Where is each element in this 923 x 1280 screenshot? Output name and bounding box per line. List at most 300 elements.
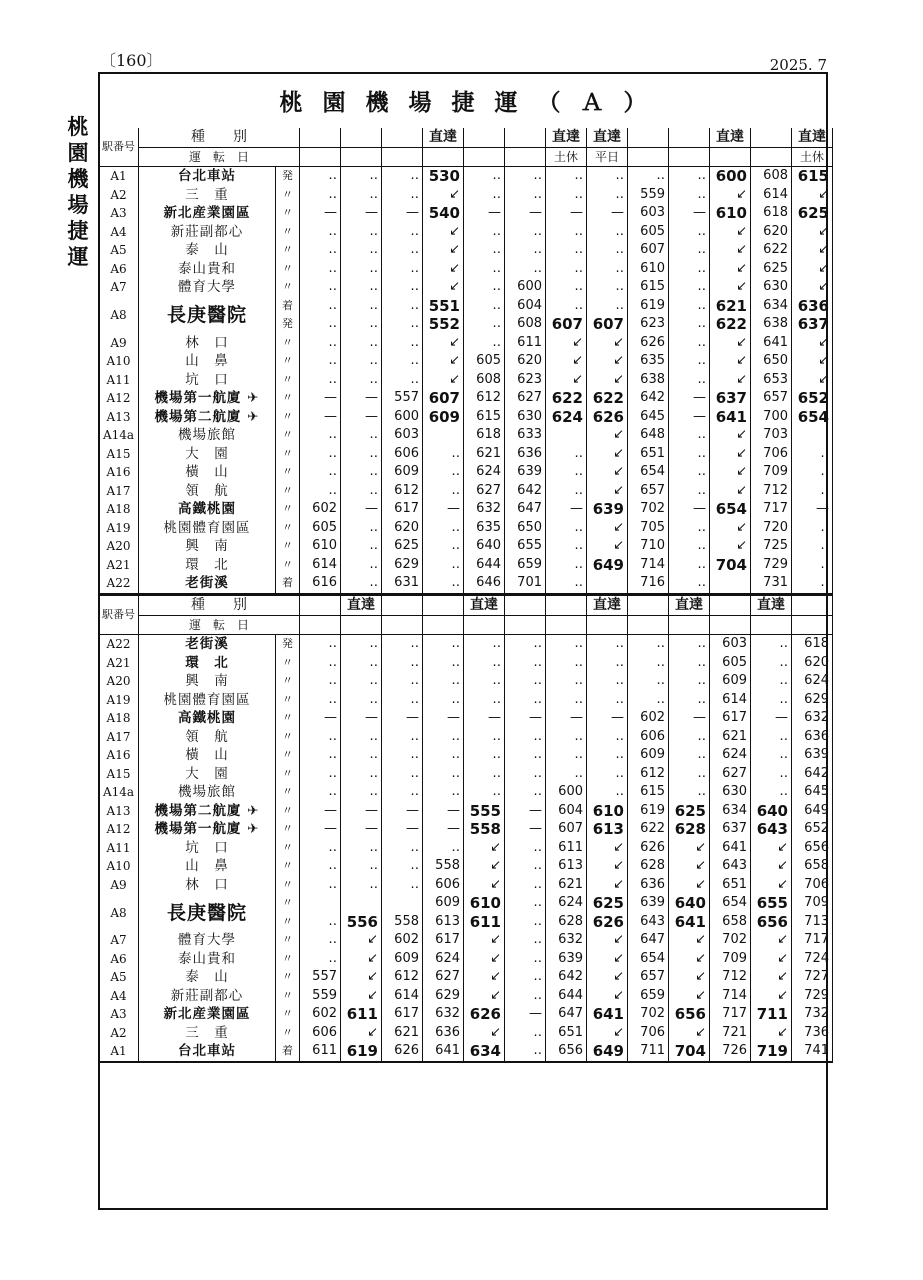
time-cell	[341, 894, 382, 913]
time-cell: 623	[628, 315, 669, 334]
time-cell: ‥	[587, 186, 628, 205]
time-cell: 614	[710, 691, 751, 710]
time-cell: 628	[628, 857, 669, 876]
table-row	[99, 223, 833, 242]
station-number: A11	[99, 839, 139, 858]
time-cell: —	[505, 1005, 546, 1024]
arr-dep-mark: 〃	[276, 204, 300, 223]
time-cell: ‥	[669, 691, 710, 710]
time-cell: ‥	[792, 482, 833, 501]
time-cell: 637	[792, 315, 833, 334]
service-day: 土休	[792, 147, 833, 167]
time-cell	[587, 574, 628, 594]
station-name: 環 北	[139, 556, 276, 575]
table-row	[99, 482, 833, 501]
title-char: Ａ	[580, 90, 604, 116]
time-cell: ‥	[792, 445, 833, 464]
station-name: 新莊副都心	[139, 987, 276, 1006]
time-cell: ‥	[382, 765, 423, 784]
time-cell: —	[341, 389, 382, 408]
service-day	[751, 615, 792, 635]
time-cell: ‥	[546, 186, 587, 205]
time-cell: 731	[751, 574, 792, 594]
time-cell: ‥	[423, 765, 464, 784]
time-cell: ‥	[382, 223, 423, 242]
time-cell: 640	[669, 894, 710, 913]
train-type: 直達	[587, 128, 628, 147]
station-number: A22	[99, 574, 139, 594]
station-name: 台北車站	[139, 1042, 276, 1062]
time-cell: ‥	[669, 241, 710, 260]
arr-dep-mark: 〃	[276, 1024, 300, 1043]
time-cell: 704	[669, 1042, 710, 1062]
time-cell: 636	[505, 445, 546, 464]
time-cell: 625	[751, 260, 792, 279]
table-row	[99, 1042, 833, 1062]
time-cell: ‥	[546, 241, 587, 260]
time-cell: 642	[792, 765, 833, 784]
time-cell: ‥	[587, 672, 628, 691]
time-cell: ‥	[628, 167, 669, 186]
time-cell: ‥	[546, 728, 587, 747]
time-cell: ‥	[341, 334, 382, 353]
time-cell: ↙	[587, 1024, 628, 1043]
time-cell: —	[423, 820, 464, 839]
time-cell: ↙	[710, 334, 751, 353]
time-cell: ‥	[546, 223, 587, 242]
page-title	[98, 84, 828, 117]
time-cell: —	[423, 500, 464, 519]
time-cell: 608	[505, 315, 546, 334]
time-cell: 600	[382, 408, 423, 427]
time-cell: ‥	[546, 654, 587, 673]
time-cell: 726	[710, 1042, 751, 1062]
station-name: 機場第二航廈 ✈	[139, 802, 276, 821]
time-cell: 659	[505, 556, 546, 575]
time-cell: ‥	[300, 186, 341, 205]
time-cell: 714	[710, 987, 751, 1006]
table-row	[99, 765, 833, 784]
table-row	[99, 635, 833, 654]
arr-dep-mark: 〃	[276, 672, 300, 691]
time-cell: 613	[546, 857, 587, 876]
time-cell: ‥	[669, 537, 710, 556]
time-cell: 627	[464, 482, 505, 501]
time-cell: ↙	[423, 223, 464, 242]
arr-dep-mark: 〃	[276, 1005, 300, 1024]
time-cell: ‥	[300, 931, 341, 950]
time-cell: 608	[464, 371, 505, 390]
time-cell: ‥	[505, 987, 546, 1006]
time-cell: 648	[628, 426, 669, 445]
time-cell: ‥	[792, 519, 833, 538]
time-cell: ‥	[669, 783, 710, 802]
time-cell: 632	[546, 931, 587, 950]
time-cell: ↙	[341, 1024, 382, 1043]
time-cell: 551	[423, 297, 464, 316]
time-cell: ‥	[546, 260, 587, 279]
time-cell: 651	[710, 876, 751, 895]
table-row	[99, 389, 833, 408]
time-cell: ‥	[505, 223, 546, 242]
time-cell: ‥	[546, 482, 587, 501]
time-cell: ‥	[587, 297, 628, 316]
time-cell: 619	[341, 1042, 382, 1062]
table-row	[99, 987, 833, 1006]
time-cell: ↙	[792, 371, 833, 390]
time-cell: ↙	[751, 987, 792, 1006]
train-type	[300, 128, 341, 147]
train-type	[505, 595, 546, 615]
time-cell: —	[341, 500, 382, 519]
table-row	[99, 691, 833, 710]
station-number: A17	[99, 482, 139, 501]
time-cell: 702	[710, 931, 751, 950]
time-cell: ↙	[587, 371, 628, 390]
station-number: A9	[99, 334, 139, 353]
time-cell: ↙	[546, 371, 587, 390]
time-cell: ↙	[669, 950, 710, 969]
time-cell: —	[423, 709, 464, 728]
time-cell: —	[300, 408, 341, 427]
time-cell: 618	[464, 426, 505, 445]
time-cell: ↙	[464, 931, 505, 950]
arr-dep-mark: 〃	[276, 968, 300, 987]
time-cell: ‥	[300, 371, 341, 390]
time-cell: —	[341, 204, 382, 223]
time-cell: ↙	[587, 950, 628, 969]
time-cell: 714	[628, 556, 669, 575]
time-cell: ‥	[669, 445, 710, 464]
service-day	[628, 147, 669, 167]
table-row	[99, 260, 833, 279]
time-cell: ↙	[464, 987, 505, 1006]
time-cell: 625	[382, 537, 423, 556]
time-cell: 624	[423, 950, 464, 969]
time-cell: 712	[710, 968, 751, 987]
time-cell: 620	[751, 223, 792, 242]
time-cell: —	[300, 802, 341, 821]
time-cell: 719	[751, 1042, 792, 1062]
time-cell: 609	[628, 746, 669, 765]
time-cell: ‥	[464, 691, 505, 710]
station-number: A18	[99, 500, 139, 519]
time-cell: 634	[751, 297, 792, 316]
time-cell: 618	[792, 635, 833, 654]
station-number: A8	[99, 894, 139, 931]
time-cell: ↙	[587, 445, 628, 464]
time-cell: 606	[300, 1024, 341, 1043]
title-char: （	[537, 90, 561, 116]
time-cell: ‥	[341, 765, 382, 784]
time-cell: 655	[751, 894, 792, 913]
time-cell: ‥	[505, 968, 546, 987]
time-cell: ↙	[464, 950, 505, 969]
train-type: 直達	[669, 595, 710, 615]
time-cell: ‥	[505, 1024, 546, 1043]
time-cell: ↙	[669, 1024, 710, 1043]
service-day	[382, 615, 423, 635]
time-cell: ‥	[669, 654, 710, 673]
time-cell: ‥	[423, 728, 464, 747]
service-day	[792, 615, 833, 635]
time-cell: ↙	[751, 839, 792, 858]
time-cell: ‥	[300, 913, 341, 932]
time-cell: ‥	[792, 537, 833, 556]
time-cell: ‥	[464, 223, 505, 242]
time-cell: ‥	[300, 654, 341, 673]
time-cell: 621	[710, 297, 751, 316]
time-cell: ‥	[505, 894, 546, 913]
time-cell: 656	[546, 1042, 587, 1062]
train-type: 直達	[464, 595, 505, 615]
time-cell: ↙	[587, 931, 628, 950]
time-cell: ‥	[341, 223, 382, 242]
time-cell: 711	[751, 1005, 792, 1024]
arr-dep-mark: 〃	[276, 223, 300, 242]
time-cell: ↙	[423, 371, 464, 390]
time-cell: ↙	[710, 223, 751, 242]
table-row	[99, 802, 833, 821]
time-cell: 653	[751, 371, 792, 390]
time-cell: ‥	[669, 186, 710, 205]
time-cell: ‥	[546, 167, 587, 186]
time-cell: 717	[710, 1005, 751, 1024]
time-cell: 647	[628, 931, 669, 950]
time-cell: ‥	[382, 167, 423, 186]
time-cell: ‥	[341, 857, 382, 876]
time-cell: ‥	[300, 297, 341, 316]
time-cell: ‥	[792, 463, 833, 482]
station-number: A20	[99, 672, 139, 691]
time-cell: 619	[628, 297, 669, 316]
time-cell: ‥	[505, 672, 546, 691]
time-cell: ‥	[587, 278, 628, 297]
time-cell: 630	[505, 408, 546, 427]
time-cell: ‥	[505, 839, 546, 858]
station-number: A14a	[99, 783, 139, 802]
time-cell: —	[669, 408, 710, 427]
time-cell: ↙	[341, 950, 382, 969]
time-cell: 611	[546, 839, 587, 858]
station-number: A7	[99, 278, 139, 297]
station-name: 興 南	[139, 672, 276, 691]
time-cell: 641	[710, 408, 751, 427]
station-number: A15	[99, 445, 139, 464]
time-cell: ↙	[587, 857, 628, 876]
station-name: 長庚醫院	[139, 297, 276, 334]
time-cell: 602	[300, 1005, 341, 1024]
time-cell: ‥	[669, 334, 710, 353]
time-cell: 613	[587, 820, 628, 839]
train-type	[505, 128, 546, 147]
time-cell: ‥	[505, 186, 546, 205]
time-cell: ‥	[300, 445, 341, 464]
time-cell: 654	[792, 408, 833, 427]
time-cell: ↙	[587, 876, 628, 895]
time-cell: 717	[792, 931, 833, 950]
station-name: 環 北	[139, 654, 276, 673]
station-number: A1	[99, 1042, 139, 1062]
time-cell: ‥	[300, 765, 341, 784]
time-cell: 605	[464, 352, 505, 371]
time-cell: 652	[792, 389, 833, 408]
time-cell: ‥	[300, 463, 341, 482]
time-cell: ‥	[382, 691, 423, 710]
station-name: 大 園	[139, 765, 276, 784]
service-day	[546, 615, 587, 635]
time-cell: 617	[423, 931, 464, 950]
time-cell: ‥	[669, 728, 710, 747]
arr-dep-mark: 〃	[276, 426, 300, 445]
table-row	[99, 931, 833, 950]
time-cell: 621	[546, 876, 587, 895]
time-cell: ‥	[341, 371, 382, 390]
time-cell: 657	[628, 968, 669, 987]
time-cell: ‥	[669, 672, 710, 691]
time-cell: 637	[710, 389, 751, 408]
time-cell: ↙	[751, 876, 792, 895]
time-cell: 636	[792, 728, 833, 747]
time-cell: ‥	[505, 241, 546, 260]
time-cell: 623	[505, 371, 546, 390]
arr-dep-mark: 発	[276, 635, 300, 654]
station-number: A6	[99, 950, 139, 969]
time-cell: 615	[628, 278, 669, 297]
time-cell: ‥	[505, 635, 546, 654]
time-cell: ‥	[464, 728, 505, 747]
arr-dep-mark: 〃	[276, 463, 300, 482]
time-cell: ‥	[300, 482, 341, 501]
time-cell: 621	[382, 1024, 423, 1043]
service-day	[341, 615, 382, 635]
time-cell: 638	[751, 315, 792, 334]
time-cell: 632	[423, 1005, 464, 1024]
time-cell: ‥	[669, 482, 710, 501]
table-row	[99, 820, 833, 839]
train-type	[710, 595, 751, 615]
time-cell: ‥	[382, 783, 423, 802]
time-cell: ↙	[587, 537, 628, 556]
arr-dep-mark: 〃	[276, 537, 300, 556]
title-char: 園	[322, 90, 346, 116]
station-name: 泰 山	[139, 968, 276, 987]
station-name: 體育大學	[139, 931, 276, 950]
time-cell: —	[423, 802, 464, 821]
time-cell: ‥	[546, 463, 587, 482]
time-cell: ‥	[341, 426, 382, 445]
table-row	[99, 783, 833, 802]
time-cell: 651	[628, 445, 669, 464]
title-char: 運	[494, 90, 518, 116]
time-cell: ‥	[300, 728, 341, 747]
table-row	[99, 839, 833, 858]
time-cell: 602	[300, 500, 341, 519]
time-cell: 622	[628, 820, 669, 839]
station-name: 老街溪	[139, 574, 276, 594]
time-cell: —	[505, 820, 546, 839]
station-number: A4	[99, 223, 139, 242]
time-cell: 701	[505, 574, 546, 594]
time-cell: 605	[628, 223, 669, 242]
time-cell: 625	[792, 204, 833, 223]
table-row	[99, 371, 833, 390]
title-char: 機	[365, 90, 389, 116]
time-cell: ‥	[300, 260, 341, 279]
time-cell: ‥	[792, 574, 833, 594]
time-cell: 613	[423, 913, 464, 932]
time-cell: ↙	[587, 426, 628, 445]
page-number: 〔160〕	[100, 51, 163, 70]
time-cell: ‥	[628, 691, 669, 710]
arr-dep-mark: 〃	[276, 408, 300, 427]
arr-dep-mark: 〃	[276, 913, 300, 932]
time-cell: ‥	[505, 167, 546, 186]
time-cell: 625	[669, 802, 710, 821]
time-cell: 628	[669, 820, 710, 839]
time-cell: ‥	[423, 519, 464, 538]
time-cell: ‥	[505, 913, 546, 932]
station-name: 林 口	[139, 876, 276, 895]
time-cell: 622	[710, 315, 751, 334]
time-cell: ‥	[341, 654, 382, 673]
time-cell: ‥	[464, 241, 505, 260]
table-row	[99, 445, 833, 464]
station-number: A18	[99, 709, 139, 728]
time-cell: —	[669, 709, 710, 728]
time-cell: 647	[546, 1005, 587, 1024]
time-cell: —	[587, 709, 628, 728]
station-number: A5	[99, 241, 139, 260]
time-cell: ↙	[710, 371, 751, 390]
station-name: 台北車站	[139, 167, 276, 186]
time-cell: 624	[464, 463, 505, 482]
time-cell: —	[382, 709, 423, 728]
time-cell: ‥	[341, 260, 382, 279]
time-cell: ‥	[423, 574, 464, 594]
time-cell: —	[382, 204, 423, 223]
time-cell: 557	[382, 389, 423, 408]
time-cell: 626	[628, 839, 669, 858]
time-cell: ‥	[382, 278, 423, 297]
time-cell: 614	[300, 556, 341, 575]
time-cell: ↙	[464, 1024, 505, 1043]
time-cell: 639	[505, 463, 546, 482]
time-cell: ‥	[587, 260, 628, 279]
station-number: A10	[99, 857, 139, 876]
time-cell: ‥	[382, 728, 423, 747]
time-cell: ↙	[792, 241, 833, 260]
time-cell: 626	[587, 913, 628, 932]
time-cell: ‥	[587, 783, 628, 802]
time-cell: ↙	[751, 931, 792, 950]
time-cell: 729	[751, 556, 792, 575]
arr-dep-mark: 〃	[276, 857, 300, 876]
time-cell: ‥	[300, 241, 341, 260]
time-cell: ‥	[546, 635, 587, 654]
time-cell: ‥	[341, 445, 382, 464]
title-char: 捷	[451, 90, 475, 116]
time-cell: ‥	[587, 223, 628, 242]
service-day	[423, 615, 464, 635]
time-cell: 620	[792, 654, 833, 673]
time-cell: ‥	[505, 260, 546, 279]
time-cell: 555	[464, 802, 505, 821]
time-cell: ↙	[669, 968, 710, 987]
time-cell: —	[464, 204, 505, 223]
time-cell: ‥	[669, 278, 710, 297]
train-type: 直達	[710, 128, 751, 147]
